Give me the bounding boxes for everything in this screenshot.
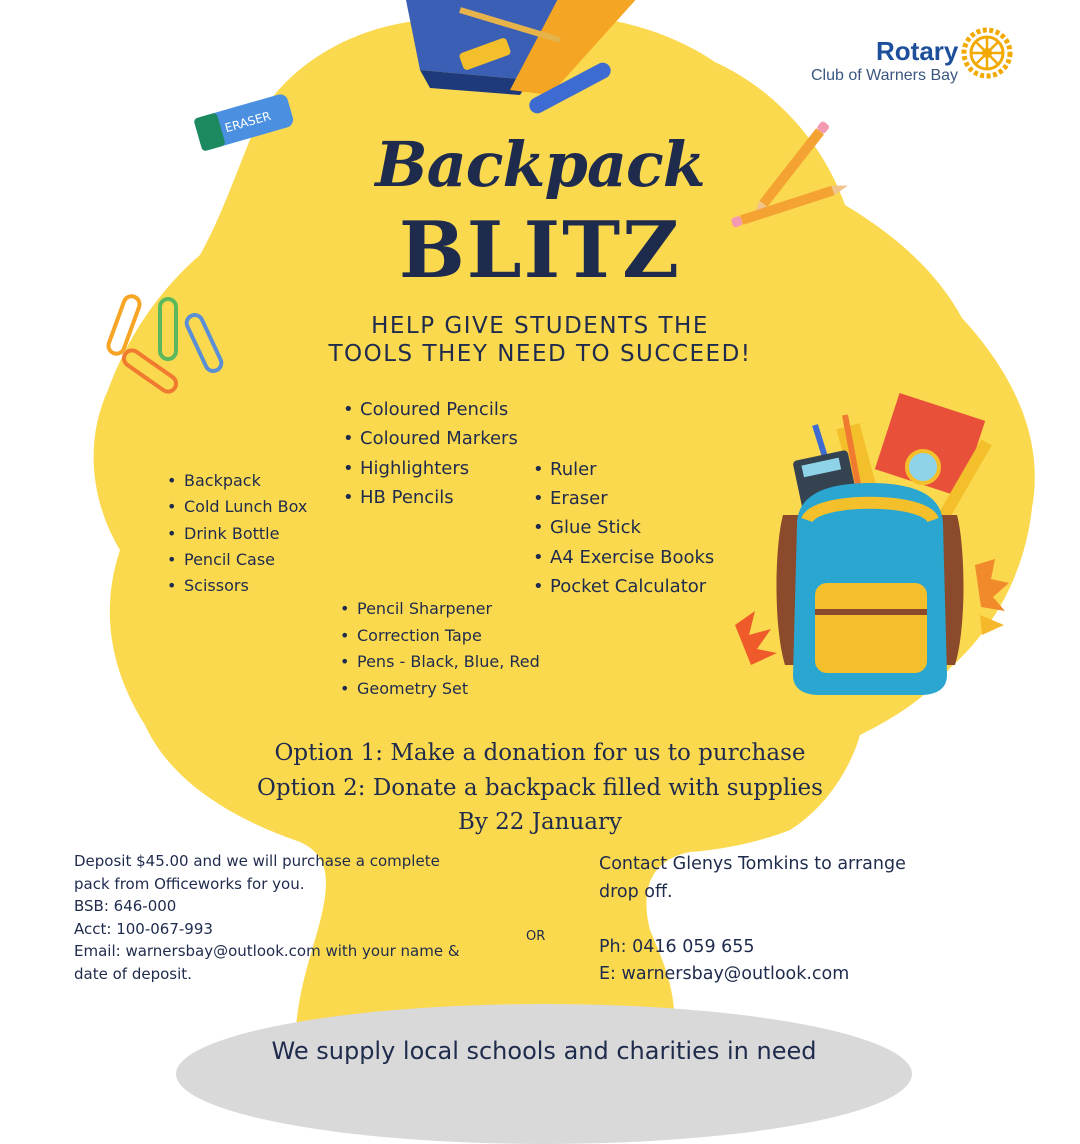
title-main: BLITZ [398,205,682,296]
deposit-line-2: pack from Officeworks for you. [74,874,305,893]
option-2: Option 2: Donate a backpack filled with supplies [257,774,823,801]
list-item: • Pens - Black, Blue, Red [340,649,540,676]
list-item: • Ruler [533,455,714,484]
rotary-club-name: Club of Warners Bay [811,67,959,84]
list-item: • Backpack [167,468,307,494]
list-item: • Correction Tape [340,623,540,650]
supplies-list-c [533,455,714,601]
rotary-logo-wordmark: Rotary [876,36,959,66]
contact-email: E: warnersbay@outlook.com [599,964,850,984]
tagline [240,312,840,368]
deadline: By 22 January [457,809,623,835]
backpack-illustration [725,395,1025,705]
rotary-wheel-icon [961,27,1013,79]
title-script: Backpack [375,128,705,201]
account-number: Acct: 100-067-993 [74,919,213,938]
list-item: • Highlighters [343,454,518,483]
footer-text: We supply local schools and charities in need [271,1037,817,1065]
donation-options [200,736,880,840]
list-item: • Cold Lunch Box [167,494,307,520]
list-item: • Glue Stick [533,513,714,542]
list-item: • Pencil Case [167,547,307,573]
list-item: • Coloured Pencils [343,395,518,424]
list-item: • Geometry Set [340,676,540,703]
list-item: • Pencil Sharpener [340,596,540,623]
footer-band [176,1004,912,1144]
pencil-case-illustration [400,0,640,100]
deposit-instructions [74,850,460,985]
supplies-list-d [340,596,540,703]
deposit-email-line-2: date of deposit. [74,964,192,983]
supplies-list-a [343,395,518,512]
list-item: • Pocket Calculator [533,572,714,601]
deposit-line-1: Deposit $45.00 and we will purchase a complete [74,852,440,870]
eraser-icon [188,86,308,156]
bsb-number: BSB: 646-000 [74,897,177,915]
list-item: • Coloured Markers [343,424,518,453]
contact-info [599,851,906,989]
contact-line-1: Contact Glenys Tomkins to arrange [599,854,906,874]
option-1: Option 1: Make a donation for us to purchase [274,740,806,766]
tagline-line-2: TOOLS THEY NEED TO SUCCEED! [328,341,752,367]
list-item: • A4 Exercise Books [533,543,714,572]
tagline-line-1: HELP GIVE STUDENTS THE [371,313,709,339]
paper-clips-illustration [100,285,240,405]
list-item: • Drink Bottle [167,521,307,547]
supplies-list-b [167,468,307,599]
list-item: • Scissors [167,573,307,599]
contact-spacer [599,906,906,934]
or-separator: OR [526,929,546,944]
list-item: • HB Pencils [343,483,518,512]
deposit-email-line-1: Email: warnersbay@outlook.com with your name & [74,942,460,960]
contact-line-2: drop off. [599,881,673,902]
svg-text:ERASER: ERASER [223,108,273,136]
contact-phone: Ph: 0416 059 655 [599,936,755,957]
list-item: • Eraser [533,484,714,513]
